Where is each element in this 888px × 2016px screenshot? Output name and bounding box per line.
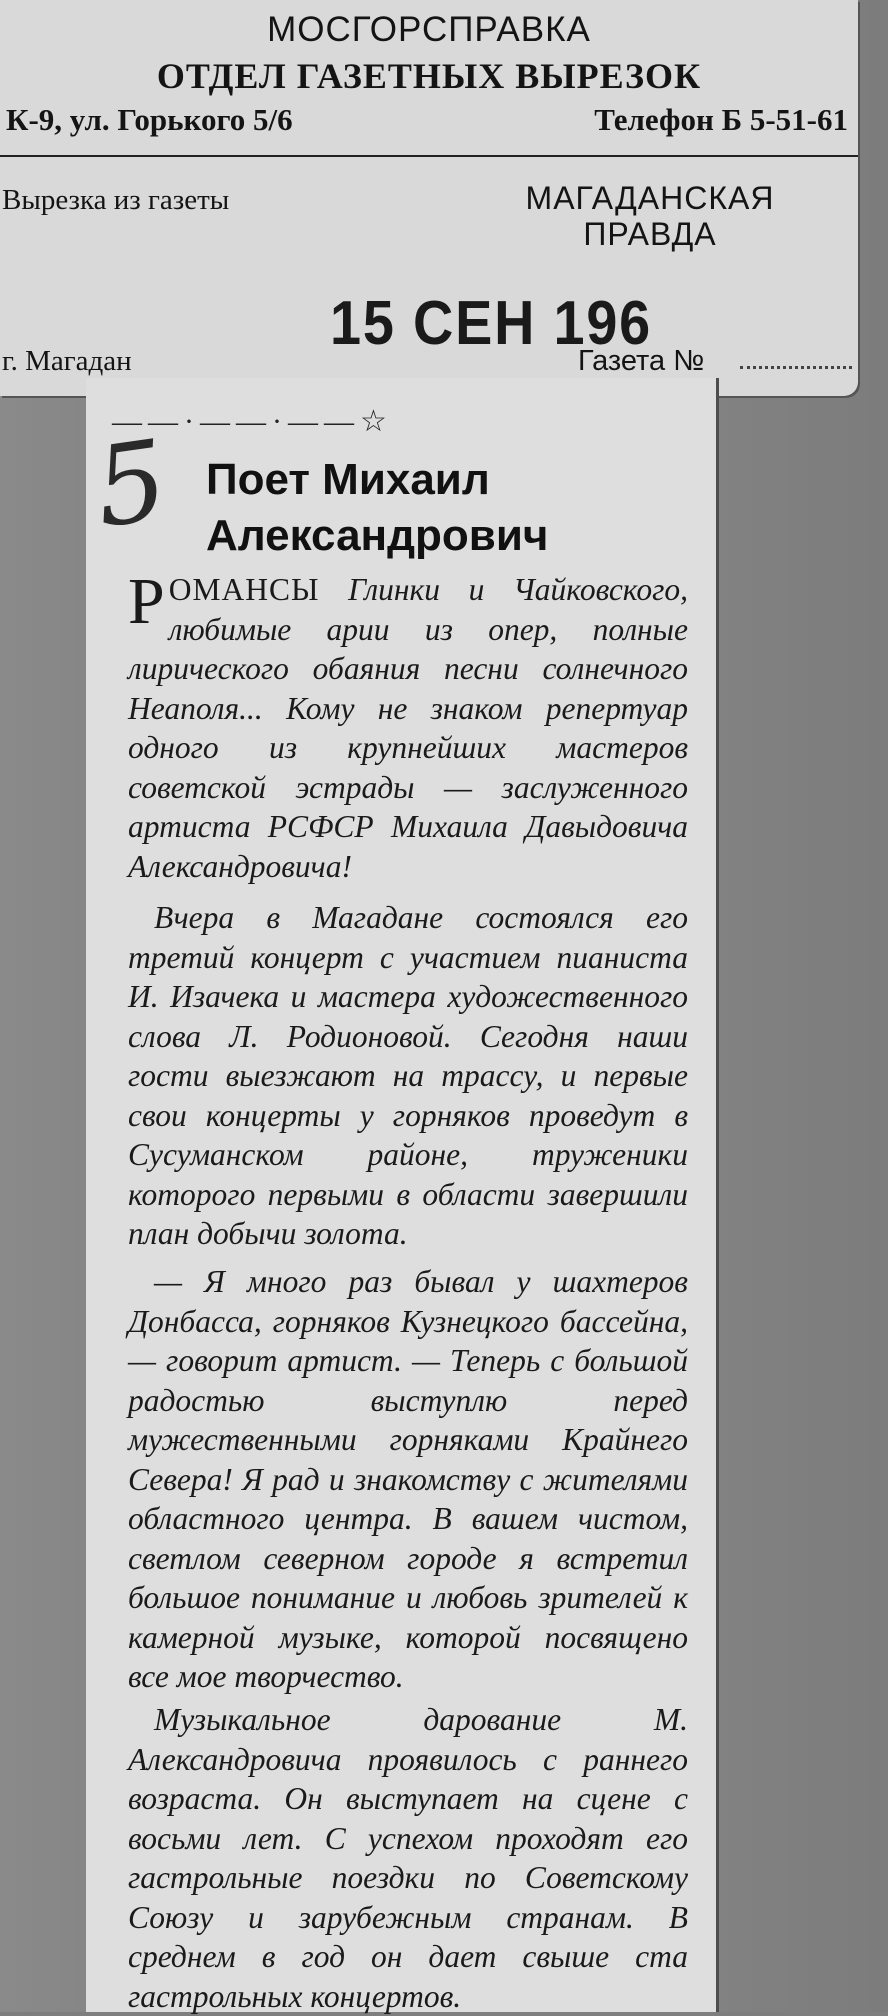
header-divider — [0, 155, 858, 157]
archive-org-name: МОСГОРСПРАВКА — [267, 10, 591, 49]
first-word: ОМАНСЫ — [168, 572, 320, 607]
article-paragraph-4: Музыкальное дарование М. Александровича проявилось с раннего возраста. Он выступает на сцене с восьми лет. С успехом проходят его гастрольные поездки по Советскому Союзу и зарубежным странам. В среднем в год он дает свыше ста гастрольных концертов. — [128, 1702, 688, 2014]
gazeta-number-blank — [740, 366, 852, 369]
article-paragraph-1 — [128, 565, 689, 886]
article-paragraph-3: — Я много раз бывал у шахтеров Донбасса, горняков Кузнецкого бассейна, — говорит артист. — Теперь с большой радостью выступлю перед мужественными горняками Крайнего Севера! Я рад и знакомству с жителями областного центра. В вашем чистом, светлом северном городе я встретил большое понимание и любовь зрителей к камерной музыке, которой посвящено все мое творчество. — [128, 1264, 688, 1694]
article-title: Поет Михаил Александрович — [206, 455, 549, 560]
handwritten-number: 5 — [87, 415, 175, 553]
drop-cap: Р — [128, 565, 165, 638]
gazeta-number-label: Газета № — [578, 345, 705, 377]
city-label: г. Магадан — [2, 345, 132, 377]
cutting-label: Вырезка из газеты — [2, 184, 230, 216]
newspaper-name: МАГАДАНСКАЯ ПРАВДА — [525, 180, 775, 252]
title-ornament: ——·——·——☆ — [112, 405, 393, 438]
archive-phone: Телефон Б 5-51-61 — [594, 102, 848, 137]
department-name: ОТДЕЛ ГАЗЕТНЫХ ВЫРЕЗОК — [156, 56, 702, 96]
paragraph-1-text: Глинки и Чайковского, любимые арии из опер, полные лирического обаяния песни солнечного Неаполя... Кому не знаком репертуар одного из крупнейших мастеров советской эстрады — заслуженного артиста РСФСР Михаила Давыдовича Александровича! — [128, 572, 689, 884]
archive-address: К-9, ул. Горького 5/6 — [6, 102, 293, 137]
archive-header-slip — [0, 0, 858, 396]
date-stamp: 15 СЕН 196 — [330, 289, 652, 358]
article-paragraph-2: Вчера в Магадане состоялся его третий концерт с участием пианиста И. Изачека и мастера художественного слова Л. Родионовой. Сегодня наши гости выезжают на трассу, и первые свои концерты у горняков проведут в Сусуманском районе, труженики которого первыми в области завершили план добычи золота. — [128, 900, 688, 1251]
